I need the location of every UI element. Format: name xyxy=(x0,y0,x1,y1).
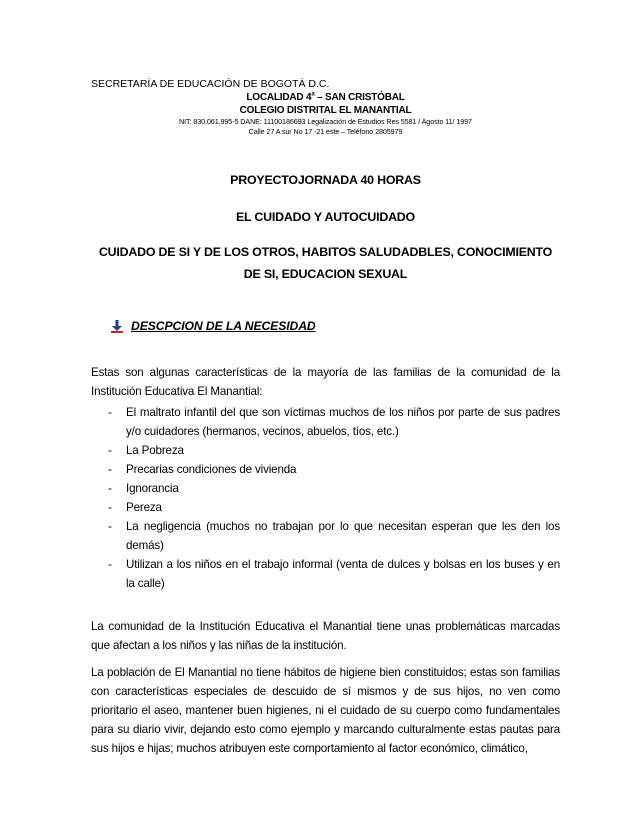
project-title: PROYECTOJORNADA 40 HORAS xyxy=(230,173,421,187)
colegio-line: COLEGIO DISTRITAL EL MANANTIAL xyxy=(239,105,412,116)
care-title: EL CUIDADO Y AUTOCUIDADO xyxy=(235,210,415,224)
list-item: - La negligencia (muchos no trabajan por lo que necesitan esperan que les den los demás) xyxy=(108,517,560,555)
list-item: - Precarias condiciones de vivienda xyxy=(108,460,560,479)
hygiene-paragraph: La población de El Manantial no tiene hábitos de higiene bien constituidos; estas son familias con características especiales de descuido de sí mismos y de sus hijos, no ven como prioritario el aseo, mantener buen higienes, ni el cuidado de su cuerpo como fundamentales para su diario vivir, dejando esto como ejemplo y marcando culturalmente estas pautas para sus hijos e hijas; muchos atribuyen este comportamiento al factor económico, climático, xyxy=(91,666,560,755)
list-item: - Ignorancia xyxy=(108,479,560,498)
topics-title: CUIDADO DE SI Y DE LOS OTROS, HABITOS SALUDADBLES, CONOCIMIENTO DE SI, EDUCACION SEXUAL xyxy=(98,245,553,281)
localidad-text: LOCALIDAD 4 xyxy=(246,92,312,103)
problems-paragraph: La comunidad de la Institución Educativa el Manantial tiene unas problemáticas marcadas que afectan a los niños y las niñas de la institución. xyxy=(91,620,560,652)
list-item: - El maltrato infantil del que son víctimas muchos de los niños por parte de sus padres y/o cuidadores (hermanos, vecinos, abuelos, tíos, etc.) xyxy=(108,403,560,441)
address-line: Calle 27 A sur No 17 -21 este – Teléfono 2805979 xyxy=(248,127,403,136)
section-title: DESCPCION DE LA NECESIDAD xyxy=(131,319,316,333)
localidad-superscript: a xyxy=(311,91,315,98)
arrow-bullet-icon xyxy=(111,320,123,333)
section-heading xyxy=(111,319,560,333)
secretaria-line: SECRETARÍA DE EDUCACIÓN DE BOGOTÁ D.C. xyxy=(91,78,330,90)
intro-paragraph: Estas son algunas características de la mayoría de las familias de la comunidad de la Institución Educativa El Manantial: xyxy=(91,366,560,398)
localidad-line xyxy=(91,91,560,104)
localidad-rest: – SAN CRISTÓBAL xyxy=(314,92,405,103)
list-item: - Pereza xyxy=(108,498,560,517)
list-item: - Utilizan a los niños en el trabajo informal (venta de dulces y bolsas en los buses y en la calle) xyxy=(108,555,560,593)
characteristics-list xyxy=(91,403,560,593)
nit-line: NIT: 830.061.995-5 DANE: 11100186693 Legalización de Estudios Res 5581 / Agosto 11/ 1997 xyxy=(179,117,472,126)
list-item: - La Pobreza xyxy=(108,441,560,460)
